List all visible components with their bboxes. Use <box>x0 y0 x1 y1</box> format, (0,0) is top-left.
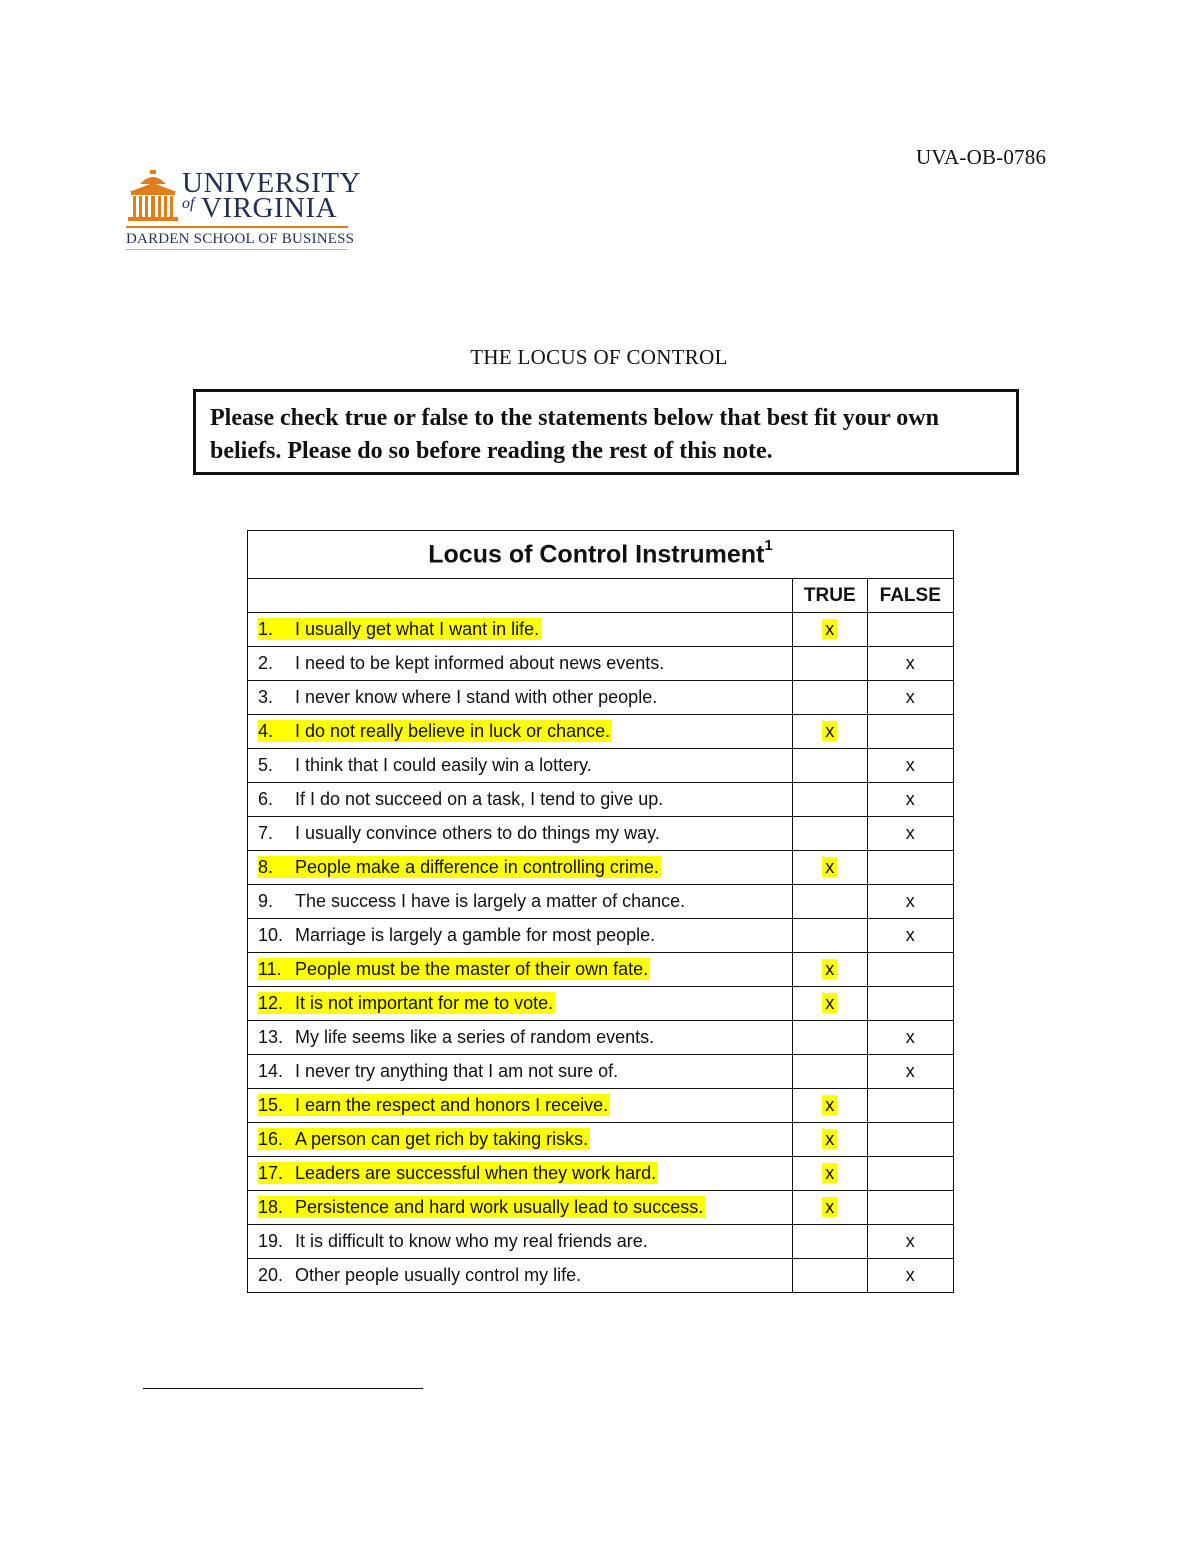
statement-cell <box>248 1225 793 1259</box>
false-cell[interactable] <box>867 681 953 715</box>
statement-number: 7. <box>258 823 274 843</box>
true-mark: x <box>822 993 837 1013</box>
statement-text: Persistence and hard work usually lead to success. <box>295 1197 704 1217</box>
false-cell[interactable] <box>867 851 953 885</box>
statement-number: 15. <box>258 1095 284 1115</box>
statement-text: I usually convince others to do things my way. <box>295 823 660 843</box>
statement <box>258 1094 610 1116</box>
statement <box>258 618 541 640</box>
false-mark: x <box>905 755 915 775</box>
statement-text: It is not important for me to vote. <box>295 993 554 1013</box>
table-row <box>248 647 954 681</box>
statement-text: People must be the master of their own fate. <box>295 959 649 979</box>
statement <box>258 925 655 945</box>
instruction-box <box>193 389 1019 475</box>
table-row <box>248 1157 954 1191</box>
statement-text: I never know where I stand with other people. <box>295 687 658 707</box>
statement <box>258 1231 648 1251</box>
logo-school-text: DARDEN SCHOOL OF BUSINESS <box>126 231 355 247</box>
statement-cell <box>248 681 793 715</box>
table-row <box>248 1259 954 1293</box>
statement-number: 19. <box>258 1231 284 1251</box>
statement-number: 1. <box>258 619 274 639</box>
true-cell[interactable] <box>793 953 868 987</box>
true-cell[interactable] <box>793 647 868 681</box>
table-row <box>248 1089 954 1123</box>
table-row <box>248 1021 954 1055</box>
table-row <box>248 681 954 715</box>
false-cell[interactable] <box>867 1089 953 1123</box>
true-cell[interactable] <box>793 1157 868 1191</box>
statement-cell <box>248 1021 793 1055</box>
statement <box>258 789 663 809</box>
statement-number: 11. <box>258 959 282 979</box>
statement-text: The success I have is largely a matter of chance. <box>295 891 686 911</box>
table-row <box>248 749 954 783</box>
statement <box>258 891 685 911</box>
statement-number: 10. <box>258 925 284 945</box>
statement-number: 16. <box>258 1129 284 1149</box>
true-cell[interactable] <box>793 1225 868 1259</box>
true-cell[interactable] <box>793 783 868 817</box>
statement-text: I earn the respect and honors I receive. <box>295 1095 609 1115</box>
statement <box>258 755 592 775</box>
false-cell[interactable] <box>867 987 953 1021</box>
false-cell[interactable] <box>867 1021 953 1055</box>
true-mark: x <box>822 1163 837 1183</box>
true-cell[interactable] <box>793 817 868 851</box>
statement-text: It is difficult to know who my real friends are. <box>295 1231 648 1251</box>
statement-cell <box>248 749 793 783</box>
false-cell[interactable] <box>867 749 953 783</box>
false-mark: x <box>905 1061 915 1081</box>
table-row <box>248 715 954 749</box>
logo-divider <box>126 226 348 228</box>
statement <box>258 653 664 673</box>
statement-cell <box>248 987 793 1021</box>
true-cell[interactable] <box>793 681 868 715</box>
table-title-text: Locus of Control Instrument <box>428 540 765 569</box>
statement-number: 18. <box>258 1197 284 1217</box>
statement <box>258 1162 658 1184</box>
statement-number: 20. <box>258 1265 284 1285</box>
true-cell[interactable] <box>793 1191 868 1225</box>
statement-column-header <box>248 579 793 613</box>
true-cell[interactable] <box>793 1089 868 1123</box>
statement-cell <box>248 851 793 885</box>
footnote-marker: 1 <box>764 536 773 554</box>
table-row <box>248 613 954 647</box>
statement-number: 5. <box>258 755 274 775</box>
true-cell[interactable] <box>793 715 868 749</box>
false-mark: x <box>905 891 915 911</box>
false-cell[interactable] <box>867 1157 953 1191</box>
table-title <box>248 531 954 579</box>
table-row <box>248 817 954 851</box>
false-mark: x <box>905 1231 915 1251</box>
statement-number: 17. <box>258 1163 284 1183</box>
statement-text: I do not really believe in luck or chance. <box>295 721 611 741</box>
false-cell[interactable] <box>867 1259 953 1293</box>
false-cell[interactable] <box>867 1055 953 1089</box>
statement-number: 8. <box>258 857 274 877</box>
logo-virginia-text: VIRGINIA <box>201 192 338 224</box>
statement-text: Marriage is largely a gamble for most people. <box>295 925 656 945</box>
statement-text: Other people usually control my life. <box>295 1265 582 1285</box>
statement-cell <box>248 783 793 817</box>
footnote-separator <box>143 1388 423 1389</box>
statement-cell <box>248 919 793 953</box>
false-mark: x <box>905 1027 915 1047</box>
true-cell[interactable] <box>793 613 868 647</box>
table-row <box>248 987 954 1021</box>
logo-underline <box>126 249 348 250</box>
statement-text: A person can get rich by taking risks. <box>295 1129 589 1149</box>
rotunda-icon <box>126 168 180 224</box>
statement <box>258 992 555 1014</box>
logo-of-text: of <box>182 195 195 212</box>
false-cell[interactable] <box>867 715 953 749</box>
false-mark: x <box>905 789 915 809</box>
statement <box>258 1128 590 1150</box>
false-cell[interactable] <box>867 613 953 647</box>
statement-cell <box>248 613 793 647</box>
locus-of-control-table <box>247 530 954 1293</box>
table-row <box>248 851 954 885</box>
false-cell[interactable] <box>867 817 953 851</box>
statement <box>258 1061 618 1081</box>
true-mark: x <box>822 959 837 979</box>
statement-cell <box>248 647 793 681</box>
false-cell[interactable] <box>867 953 953 987</box>
false-mark: x <box>905 823 915 843</box>
statement-text: I need to be kept informed about news events. <box>295 653 665 673</box>
statement-text: If I do not succeed on a task, I tend to give up. <box>295 789 664 809</box>
statement-number: 2. <box>258 653 274 673</box>
statement-cell <box>248 885 793 919</box>
true-mark: x <box>822 857 837 877</box>
false-cell[interactable] <box>867 783 953 817</box>
statement-number: 4. <box>258 721 274 741</box>
true-cell[interactable] <box>793 1123 868 1157</box>
false-cell[interactable] <box>867 919 953 953</box>
false-cell[interactable] <box>867 1191 953 1225</box>
statement-cell <box>248 715 793 749</box>
true-cell[interactable] <box>793 1259 868 1293</box>
statement-text: My life seems like a series of random events. <box>295 1027 655 1047</box>
true-column-header: TRUE <box>793 579 868 613</box>
statement-text: Leaders are successful when they work hard. <box>295 1163 657 1183</box>
table-row <box>248 783 954 817</box>
true-cell[interactable] <box>793 1055 868 1089</box>
statement <box>258 687 657 707</box>
table-row <box>248 919 954 953</box>
false-cell[interactable] <box>867 885 953 919</box>
statement-number: 6. <box>258 789 274 809</box>
false-cell[interactable] <box>867 647 953 681</box>
statement <box>258 720 612 742</box>
statement <box>258 856 661 878</box>
false-mark: x <box>905 925 915 945</box>
false-cell[interactable] <box>867 1225 953 1259</box>
statement-number: 13. <box>258 1027 284 1047</box>
university-logo <box>124 167 361 252</box>
statement-text: I think that I could easily win a lottery. <box>295 755 592 775</box>
statement <box>258 1265 581 1285</box>
logo-university-text: UNIVERSITY <box>182 167 361 199</box>
false-column-header: FALSE <box>867 579 953 613</box>
false-mark: x <box>905 653 915 673</box>
table-row <box>248 1123 954 1157</box>
statement-cell <box>248 1055 793 1089</box>
statement-cell <box>248 817 793 851</box>
statement-cell <box>248 1123 793 1157</box>
statement <box>258 1196 705 1218</box>
table-row <box>248 885 954 919</box>
statement-number: 12. <box>258 993 284 1013</box>
table-row <box>248 953 954 987</box>
statement-cell <box>248 1259 793 1293</box>
page-title: THE LOCUS OF CONTROL <box>470 345 728 369</box>
true-mark: x <box>822 721 837 741</box>
true-cell[interactable] <box>793 987 868 1021</box>
instruction-text: Please check true or false to the statements below that best fit your own beliefs. Please do so before reading the rest of this note. <box>210 405 939 464</box>
statement-cell <box>248 1089 793 1123</box>
document-id: UVA-OB-0786 <box>916 145 1047 169</box>
true-mark: x <box>822 1095 837 1115</box>
statement <box>258 823 660 843</box>
table-row <box>248 1225 954 1259</box>
statement-text: People make a difference in controlling crime. <box>295 857 659 877</box>
true-cell[interactable] <box>793 851 868 885</box>
true-mark: x <box>822 619 837 639</box>
statement-number: 14. <box>258 1061 284 1081</box>
statement-number: 9. <box>258 891 274 911</box>
false-cell[interactable] <box>867 1123 953 1157</box>
statement-text: I usually get what I want in life. <box>295 619 540 639</box>
statement-number: 3. <box>258 687 274 707</box>
true-cell[interactable] <box>793 919 868 953</box>
statement-text: I never try anything that I am not sure of. <box>295 1061 619 1081</box>
statement <box>258 1027 654 1047</box>
true-mark: x <box>822 1197 837 1217</box>
statement-cell <box>248 1191 793 1225</box>
true-cell[interactable] <box>793 1021 868 1055</box>
statement-cell <box>248 1157 793 1191</box>
statement <box>258 958 650 980</box>
false-mark: x <box>905 1265 915 1285</box>
table-row <box>248 1191 954 1225</box>
false-mark: x <box>905 687 915 707</box>
true-cell[interactable] <box>793 749 868 783</box>
true-cell[interactable] <box>793 885 868 919</box>
true-mark: x <box>822 1129 837 1149</box>
table-row <box>248 1055 954 1089</box>
statement-cell <box>248 953 793 987</box>
